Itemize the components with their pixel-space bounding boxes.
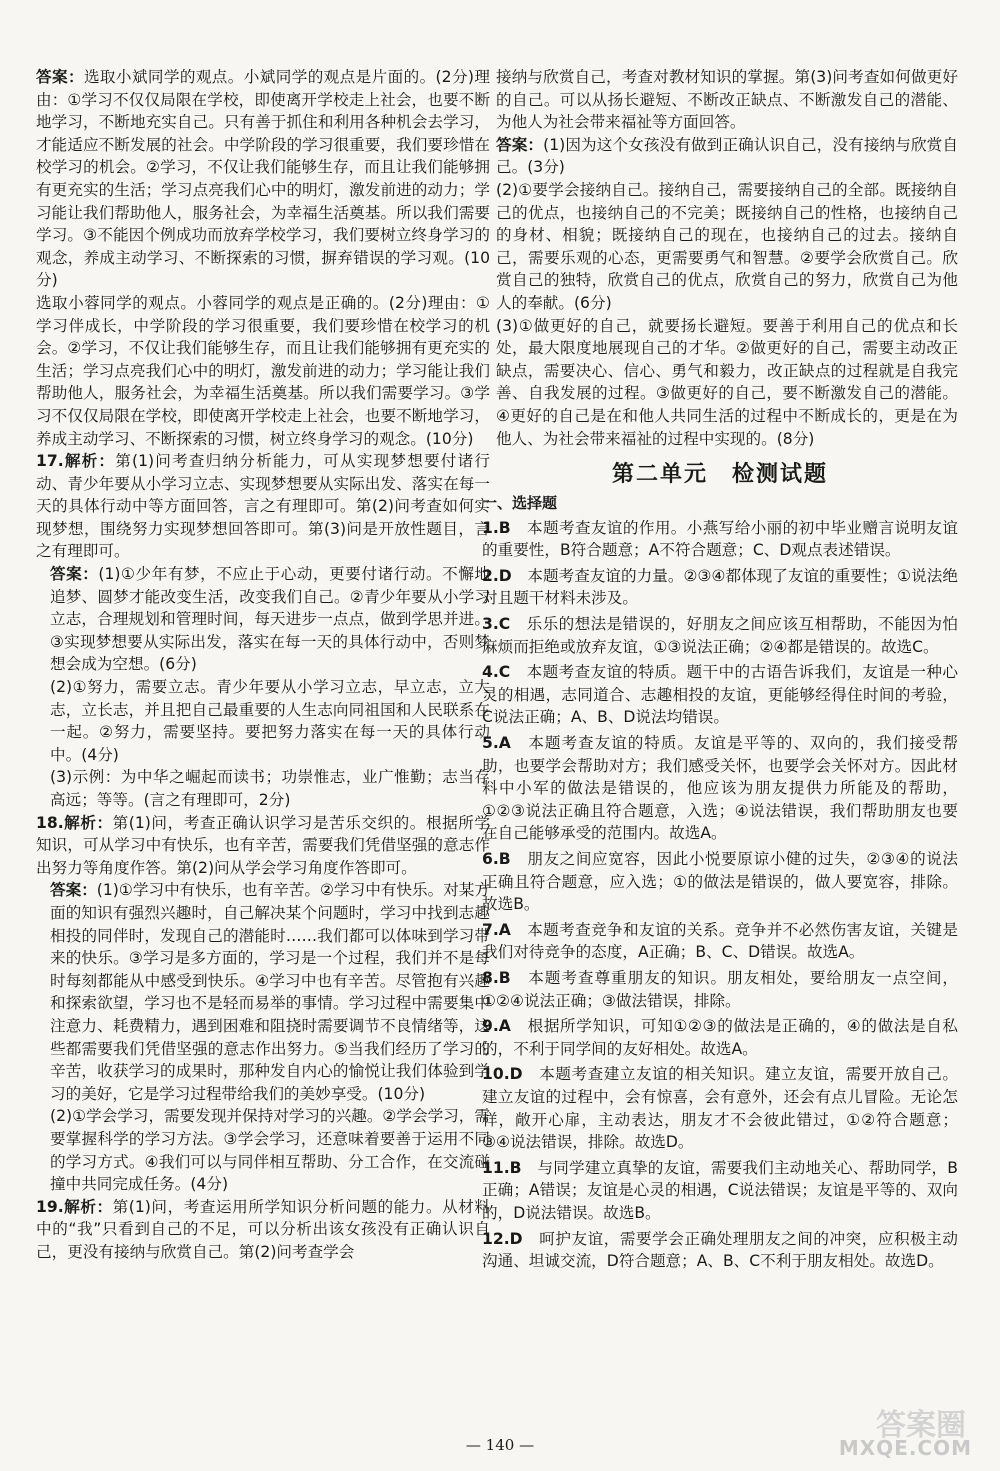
watermark [806, 1400, 986, 1466]
item-text: 呵护友谊，需要学会正确处理朋友之间的冲突，应积极主动沟通、坦诚交流，D符合题意；A、B、C不利于朋友相处。故选D。 [482, 1229, 958, 1271]
question-number: 18. [36, 813, 64, 832]
item-number: 10.D [482, 1065, 523, 1084]
item-text: 与同学建立真挚的友谊，需要我们主动地关心、帮助同学，B正确；A错误；友谊是心灵的相遇，C说法错误；友谊是平等的、双向的，D说法错误。故选B。 [482, 1158, 958, 1222]
answer-text: (1)因为这个女孩没有做到正确认识自己，没有接纳与欣赏自己。(3分) [496, 135, 958, 177]
section-title: 第二单元 检测试题 [611, 461, 828, 488]
item-number: 4.C [482, 663, 511, 682]
list-item [482, 517, 958, 562]
right-column [482, 66, 958, 1276]
item-text: 本题考查友谊的特质。友谊是平等的、双向的，我们接受帮助，也要学会帮助对方；我们感受关怀，也要学会关怀对方。因此材料中小军的做法是错误的，他应该为朋友提供力所能及的帮助，①②③说法正确且符合题意，入选；④说法错误，我们帮助朋友也要在自己能够承受的范围内。故选A。 [482, 734, 958, 843]
analysis-text: 接纳与欣赏自己，考查对教材知识的掌握。第(3)问考查如何做更好的自己。可以从扬长避短、不断改正缺点、不断激发自己的潜能、为他人为社会带来福祉等方面回答。 [496, 68, 958, 132]
watermark-logo-icon: 答案圈 [876, 1408, 966, 1443]
answer-text: (1)①少年有梦，不应止于心动，更要付诸行动。不懈地追梦、圆梦才能改变生活，改变我们自己。②青少年要从小学习立志，合理规划和管理时间，每天进步一点点，做到学思并进。③实现梦想要从实际出发，落实在每一天的具体行动中，否则梦想会成为空想。(6分) [50, 565, 490, 674]
page-number: — 140 — [465, 1436, 535, 1454]
analysis-text: 第(1)问，考查运用所学知识分析问题的能力。从材料中的“我”只看到自己的不足，可以分析出该女孩没有正确认识自己，更没有接纳与欣赏自己。第(2)问考查学会 [36, 1197, 490, 1261]
list-item [482, 565, 958, 610]
answer-text: 选取小蓉同学的观点。小蓉同学的观点是正确的。(2分)理由：①学习伴成长，中学阶段的学习很重要，我们要珍惜在校学习的机会。②学习，不仅让我们能够生存，而且让我们能够拥有更充实的生活；学习点亮我们心中的明灯，激发前进的动力；学习能让我们帮助他人，服务社会，为幸福生活奠基。所以我们需要学习。③学习不仅仅局限在学校，即使离开学校走上社会，也要不断地学习，养成主动学习、不断探索的习惯，树立终身学习的观念。(10分) [36, 293, 490, 448]
answer-label: 答案： [50, 881, 97, 900]
item-number: 7.A [482, 920, 511, 939]
answer-text: (2)①学会学习，需要发现并保持对学习的兴趣。②学会学习，需要掌握科学的学习方法。③学会学习，还意味着要善于运用不同的学习方式。④我们可以与同伴相互帮助、分工合作，在交流碰撞中共同完成任务。(4分) [50, 1107, 490, 1194]
answer-paragraph [36, 66, 490, 292]
question-18 [36, 812, 490, 1196]
answer-paragraph [36, 292, 490, 450]
list-item [482, 1015, 958, 1060]
answer-label: 答案： [50, 565, 99, 584]
watermark-text: MXQE.COM [838, 1436, 972, 1460]
item-number: 2.D [482, 566, 512, 585]
answer-text: (1)①学习中有快乐，也有辛苦。②学习中有快乐。对某方面的知识有强烈兴趣时，自己解决某个问题时，学习中找到志趣相投的同伴时，发现自己的潜能时……我们都可以体味到学习带来的快乐。③学习是多方面的，学习是一个过程，我们并不是每时每刻都能从中感受到快乐。④学习中也有辛苦。尽管抱有兴趣和探索欲望，学习也不是轻而易举的事情。学习过程中需要集中注意力、耗费精力，遇到困难和阻挠时需要调节不良情绪等，这些都需要我们凭借坚强的意志作出努力。⑤当我们经历了学习的辛苦，收获学习的成果时，那种发自内心的愉悦让我们体验到学习的美好，它是学习过程带给我们的美妙享受。(10分) [50, 881, 490, 1103]
answer-text: (2)①要学会接纳自己。接纳自己，需要接纳自己的全部。既接纳自己的优点，也接纳自己的不完美；既接纳自己的性格，也接纳自己的身材、相貌；既接纳自己的现在，也接纳自己的过去。接纳自己，需要乐观的心态，更需要勇气和智慧。②要学会欣赏自己。欣赏自己的独特，欣赏自己的优点，欣赏自己的努力，欣赏自己为他人的奉献。(6分) [496, 180, 958, 312]
list-item [482, 732, 958, 845]
item-number: 1.B [482, 518, 511, 537]
item-text: 本题考查建立友谊的相关知识。建立友谊，需要开放自己。建立友谊的过程中，会有惊喜，会有意外，还会有点儿冒险。无论怎样，敞开心扉，主动表达，朋友才不会彼此错过，①②符合题意；③④说法错误，排除。故选D。 [482, 1065, 958, 1152]
answer-label: 答案： [496, 135, 544, 154]
section-subtitle: 一、选择题 [482, 494, 558, 513]
item-number: 12.D [482, 1229, 523, 1248]
answer-text: (3)示例：为中华之崛起而读书；功崇惟志，业广惟勤；志当存高远；等等。(言之有理即可，2分) [50, 768, 490, 809]
analysis-label: 解析： [63, 813, 113, 832]
item-number: 6.B [482, 850, 511, 868]
list-item [482, 613, 958, 658]
list-item [482, 1228, 958, 1273]
list-item [482, 919, 958, 964]
question-17 [36, 450, 490, 812]
list-item [482, 848, 958, 916]
analysis-text: 第(1)问考查归纳分析能力，可从实现梦想要付诸行动、青少年要从小学习立志、实现梦想要从实际出发、落实在每一天的具体行动中等方面回答，言之有理即可。第(2)问考查如何实现梦想，围绕努力实现梦想回答即可。第(3)问是开放性题目，言之有理即可。 [36, 452, 490, 561]
left-column [36, 66, 490, 1263]
item-text: 本题考查友谊的力量。②③④都体现了友谊的重要性；①说法绝对且题干材料未涉及。 [482, 566, 958, 608]
list-item [482, 1063, 958, 1153]
question-19 [36, 1196, 490, 1264]
choice-answers [482, 517, 958, 1273]
analysis-label: 解析： [63, 1197, 113, 1216]
item-number: 5.A [482, 734, 511, 753]
item-text: 根据所学知识，可知①②③的做法是正确的，④的做法是自私的，不利于同学间的友好相处。故选A。 [482, 1017, 958, 1058]
item-text: 本题考查友谊的作用。小燕写给小丽的初中毕业赠言说明友谊的重要性，B符合题意；A不符合题意；C、D观点表述错误。 [482, 518, 958, 560]
question-number: 17. [36, 452, 64, 471]
item-text: 本题考查友谊的特质。题干中的古语告诉我们，友谊是一种心灵的相遇，志同道合、志趣相投的友谊，更能够经得住时间的考验，C说法正确；A、B、D说法均错误。 [482, 663, 958, 727]
analysis-text: 第(1)问，考查正确认识学习是苦乐交织的。根据所学知识，可从学习中有快乐，也有辛苦，需要我们凭借坚强的意志作出努力等角度作答。第(2)问从学会学习角度作答即可。 [36, 813, 490, 877]
answer-label: 答案： [36, 68, 84, 86]
item-number: 3.C [482, 615, 511, 634]
item-text: 本题考查竞争和友谊的关系。竞争并不必然伤害友谊，关键是我们对待竞争的态度，A正确；B、C、D错误。故选A。 [482, 920, 958, 962]
answer-text: (3)①做更好的自己，就要扬长避短。要善于利用自己的优点和长处，最大限度地展现自己的才华。②做更好的自己，需要主动改正缺点，需要决心、信心、勇气和毅力，改正缺点的过程就是自我完善、自我发展的过程。③做更好的自己，要不断激发自己的潜能。④更好的自己是在和他人共同生活的过程中不断成长的，更是在为他人、为社会带来福祉的过程中实现的。(8分) [496, 316, 958, 448]
list-item [482, 661, 958, 729]
item-number: 9.A [482, 1017, 511, 1036]
answer-text: 选取小斌同学的观点。小斌同学的观点是片面的。(2分)理由：①学习不仅仅局限在学校，即使离开学校走上社会，也要不断地学习，不断地充实自己。只有善于抓住和利用各种机会去学习，才能适应不断发展的社会。中学阶段的学习很重要，我们要珍惜在校学习的机会。②学习，不仅让我们能够生存，而且让我们能够拥有更充实的生活；学习点亮我们心中的明灯，激发前进的动力；学习能让我们帮助他人，服务社会，为幸福生活奠基。所以我们需要学习。③不能因个例成功而放弃学校学习，我们要树立终身学习的观念，养成主动学习、不断探索的习惯，摒弃错误的学习观。(10分) [36, 68, 490, 290]
item-text: 朋友之间应宽容，因此小悦要原谅小健的过失，②③④的说法正确且符合题意，应入选；①的做法是错误的，做人要宽容，排除。故选B。 [482, 850, 958, 914]
list-item [482, 967, 958, 1012]
item-text: 乐乐的想法是错误的，好朋友之间应该互相帮助，不能因为怕麻烦而拒绝或放弃友谊，①③说法正确；②④都是错误的。故选C。 [482, 615, 958, 656]
item-number: 8.B [482, 968, 511, 987]
list-item [482, 1157, 958, 1225]
answer-text: (2)①努力，需要立志。青少年要从小学习立志，早立志，立大志，立长志，并且把自己最重要的人生志向同祖国和人民联系在一起。②努力，需要坚持。要把努力落实在每一天的具体行动中。(4分) [50, 678, 490, 764]
item-text: 本题考查尊重朋友的知识。朋友相处，要给朋友一点空间，①②④说法正确；③做法错误，排除。 [482, 968, 958, 1010]
analysis-label: 解析： [63, 452, 116, 471]
question-number: 19. [36, 1197, 64, 1216]
item-number: 11.B [482, 1158, 522, 1177]
